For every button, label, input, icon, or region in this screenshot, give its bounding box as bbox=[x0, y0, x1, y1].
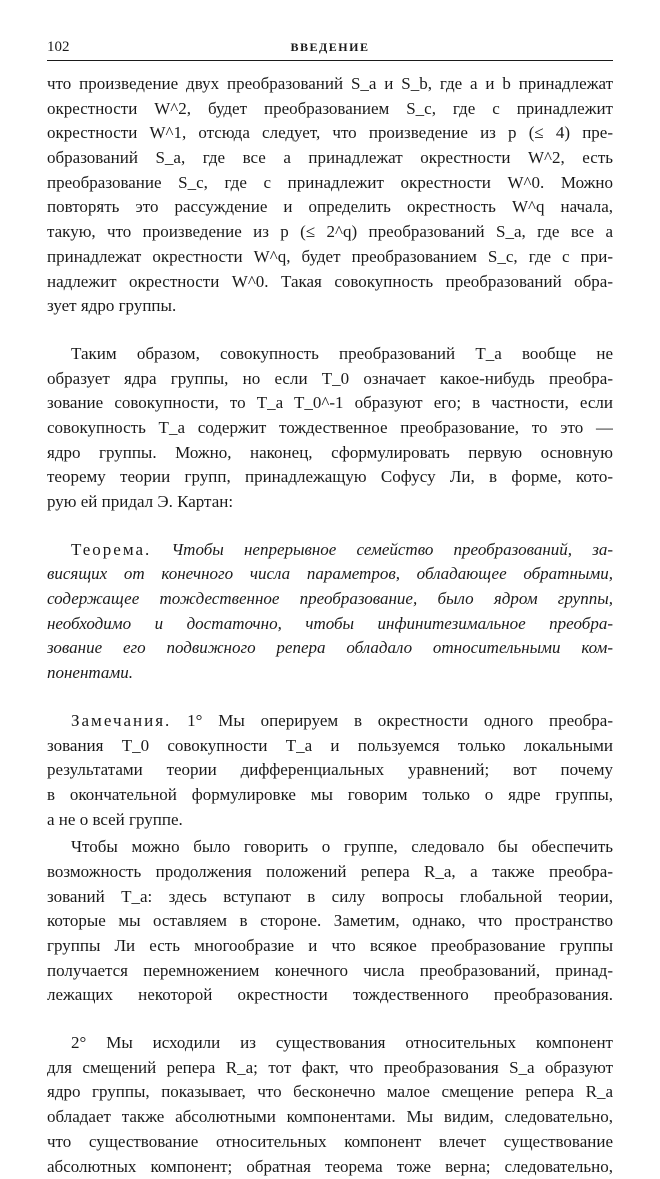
text-line: теорему теории групп, принадлежащую Софусу Ли, в форме, кото- bbox=[47, 465, 613, 490]
paragraph-1 bbox=[47, 72, 613, 319]
text-line: 1° Мы оперируем в окрестности одного преобра- bbox=[187, 711, 613, 730]
text-line: что произведение двух преобразований S_a и S_b, где a и b принадлежат bbox=[47, 72, 613, 97]
text-line: лежащих некоторой окрестности тождественного преобразования. bbox=[47, 983, 613, 1008]
text-line: совокупность T_a содержит тождественное преобразование, то это — bbox=[47, 416, 613, 441]
text-line: рую ей придал Э. Картан: bbox=[47, 490, 613, 515]
text-line: необходимо и достаточно, чтобы инфинитезимальное преобра- bbox=[47, 612, 613, 637]
text-line: Чтобы можно было говорить о группе, следовало бы обеспечить bbox=[47, 835, 613, 860]
text-line: результатами теории дифференциальных уравнений; вот почему bbox=[47, 758, 613, 783]
page-number: 102 bbox=[47, 39, 70, 56]
paragraph-4 bbox=[47, 1031, 613, 1179]
text-line: висящих от конечного числа параметров, обладающее обратными, bbox=[47, 562, 613, 587]
remarks-label: Замечания. bbox=[71, 711, 171, 730]
paragraph-3 bbox=[47, 835, 613, 1008]
theorem bbox=[47, 538, 613, 686]
text-line: получается перемножением конечного числа преобразований, принад- bbox=[47, 959, 613, 984]
text-line: преобразование S_c, где c принадлежит окрестности W^0. Можно bbox=[47, 171, 613, 196]
text-line: содержащее тождественное преобразование, было ядром группы, bbox=[47, 587, 613, 612]
text-line: ядро группы, показывает, что бесконечно малое смещение репера R_a bbox=[47, 1080, 613, 1105]
text-line: надлежит окрестности W^0. Такая совокупность преобразований обра- bbox=[47, 270, 613, 295]
text-line: в окончательной формулировке мы говорим только о ядре группы, bbox=[47, 783, 613, 808]
text-line: абсолютных компонент; обратная теорема тоже верна; следовательно, bbox=[47, 1155, 613, 1179]
text-line: зование его подвижного репера обладало относительными ком- bbox=[47, 636, 613, 661]
text-line: обладает также абсолютными компонентами. Мы видим, следовательно, bbox=[47, 1105, 613, 1130]
text-line: окрестности W^2, будет преобразованием S_c, где c принадлежит bbox=[47, 97, 613, 122]
paragraph-2 bbox=[47, 342, 613, 515]
page-header bbox=[47, 38, 613, 61]
text-line: группы Ли есть многообразие и что всякое преобразование группы bbox=[47, 934, 613, 959]
text-line: зование совокупности, то T_a T_0^-1 образуют его; в частности, если bbox=[47, 391, 613, 416]
text-line: возможность продолжения положений репера R_a, а также преобра- bbox=[47, 860, 613, 885]
text-line: зует ядро группы. bbox=[47, 294, 613, 319]
text-line: Таким образом, совокупность преобразований T_a вообще не bbox=[47, 342, 613, 367]
text-line: что существование относительных компонент влечет существование bbox=[47, 1130, 613, 1155]
text-line: 2° Мы исходили из существования относительных компонент bbox=[47, 1031, 613, 1056]
text-line: зований T_a: здесь вступают в силу вопросы глобальной теории, bbox=[47, 885, 613, 910]
text-line: которые мы оставляем в стороне. Заметим, однако, что пространство bbox=[47, 909, 613, 934]
text-line: такую, что произведение из p (≤ 2^q) преобразований S_a, где все a bbox=[47, 220, 613, 245]
text-line: окрестности W^1, отсюда следует, что произведение из p (≤ 4) пре- bbox=[47, 121, 613, 146]
text-line: а не о всей группе. bbox=[47, 808, 613, 833]
text-line: образований S_a, где все a принадлежат окрестности W^2, есть bbox=[47, 146, 613, 171]
text-line: зования T_0 совокупности T_a и пользуемся только локальными bbox=[47, 734, 613, 759]
running-head: ВВЕДЕНИЕ bbox=[47, 40, 613, 55]
text-line: принадлежат окрестности W^q, будет преобразованием S_c, где c при- bbox=[47, 245, 613, 270]
text-line: образует ядра группы, но если T_0 означает какое-нибудь преобра- bbox=[47, 367, 613, 392]
remarks bbox=[47, 709, 613, 832]
text-line: ядро группы. Можно, наконец, сформулировать первую основную bbox=[47, 441, 613, 466]
theorem-first-line bbox=[47, 538, 613, 563]
text-line: повторять это рассуждение и определить окрестность W^q начала, bbox=[47, 195, 613, 220]
theorem-label: Теорема. bbox=[71, 540, 151, 559]
page-body bbox=[47, 72, 613, 1179]
text-line: понентами. bbox=[47, 661, 613, 686]
text-line: для смещений репера R_a; тот факт, что преобразования S_a образуют bbox=[47, 1056, 613, 1081]
text-line: Чтобы непрерывное семейство преобразований, за- bbox=[171, 540, 613, 559]
remarks-first-line bbox=[47, 709, 613, 734]
